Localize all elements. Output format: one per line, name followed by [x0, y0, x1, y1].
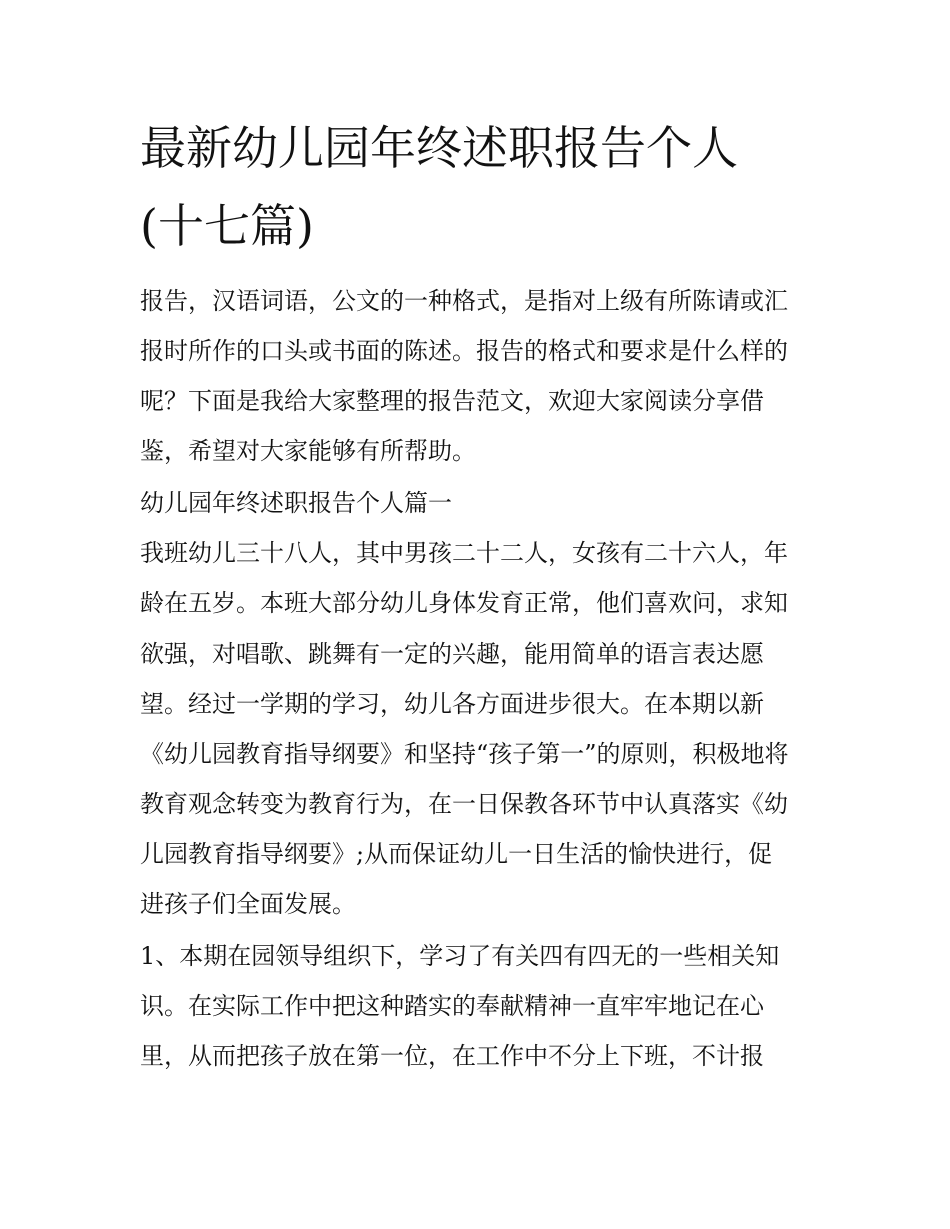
document-title-line-1: 最新幼儿园年终述职报告个人 [140, 121, 738, 175]
body-line-14: 1、本期在园领导组织下，学习了有关四有四无的一些相关知 [140, 942, 780, 970]
body-line-3: 呢？下面是我给大家整理的报告范文，欢迎大家阅读分享借 [140, 387, 764, 415]
section-heading: 幼儿园年终述职报告个人篇一 [140, 489, 452, 517]
body-line-1: 报告，汉语词语，公文的一种格式，是指对上级有所陈请或汇 [140, 287, 788, 315]
body-line-10: 《幼儿园教育指导纲要》和坚持“孩子第一”的原则，积极地将 [140, 740, 789, 768]
body-line-9: 望。经过一学期的学习，幼儿各方面进步很大。在本期以新 [140, 690, 764, 718]
body-line-2: 报时所作的口头或书面的陈述。报告的格式和要求是什么样的 [140, 337, 788, 365]
body-line-16: 里，从而把孩子放在第一位，在工作中不分上下班，不计报 [140, 1042, 764, 1070]
body-line-15: 识。在实际工作中把这种踏实的奉献精神一直牢牢地记在心 [140, 992, 764, 1020]
document-title-line-2: (十七篇) [140, 199, 314, 253]
body-line-4: 鉴，希望对大家能够有所帮助。 [140, 437, 476, 465]
body-line-8: 欲强，对唱歌、跳舞有一定的兴趣，能用简单的语言表达愿 [140, 640, 764, 668]
body-line-12: 儿园教育指导纲要》;从而保证幼儿一日生活的愉快进行，促 [140, 840, 773, 868]
body-line-7: 龄在五岁。本班大部分幼儿身体发育正常，他们喜欢问，求知 [140, 589, 788, 617]
body-line-11: 教育观念转变为教育行为，在一日保教各环节中认真落实《幼 [140, 790, 788, 818]
body-line-6: 我班幼儿三十八人，其中男孩二十二人，女孩有二十六人，年 [140, 539, 788, 567]
body-line-13: 进孩子们全面发展。 [140, 890, 356, 918]
